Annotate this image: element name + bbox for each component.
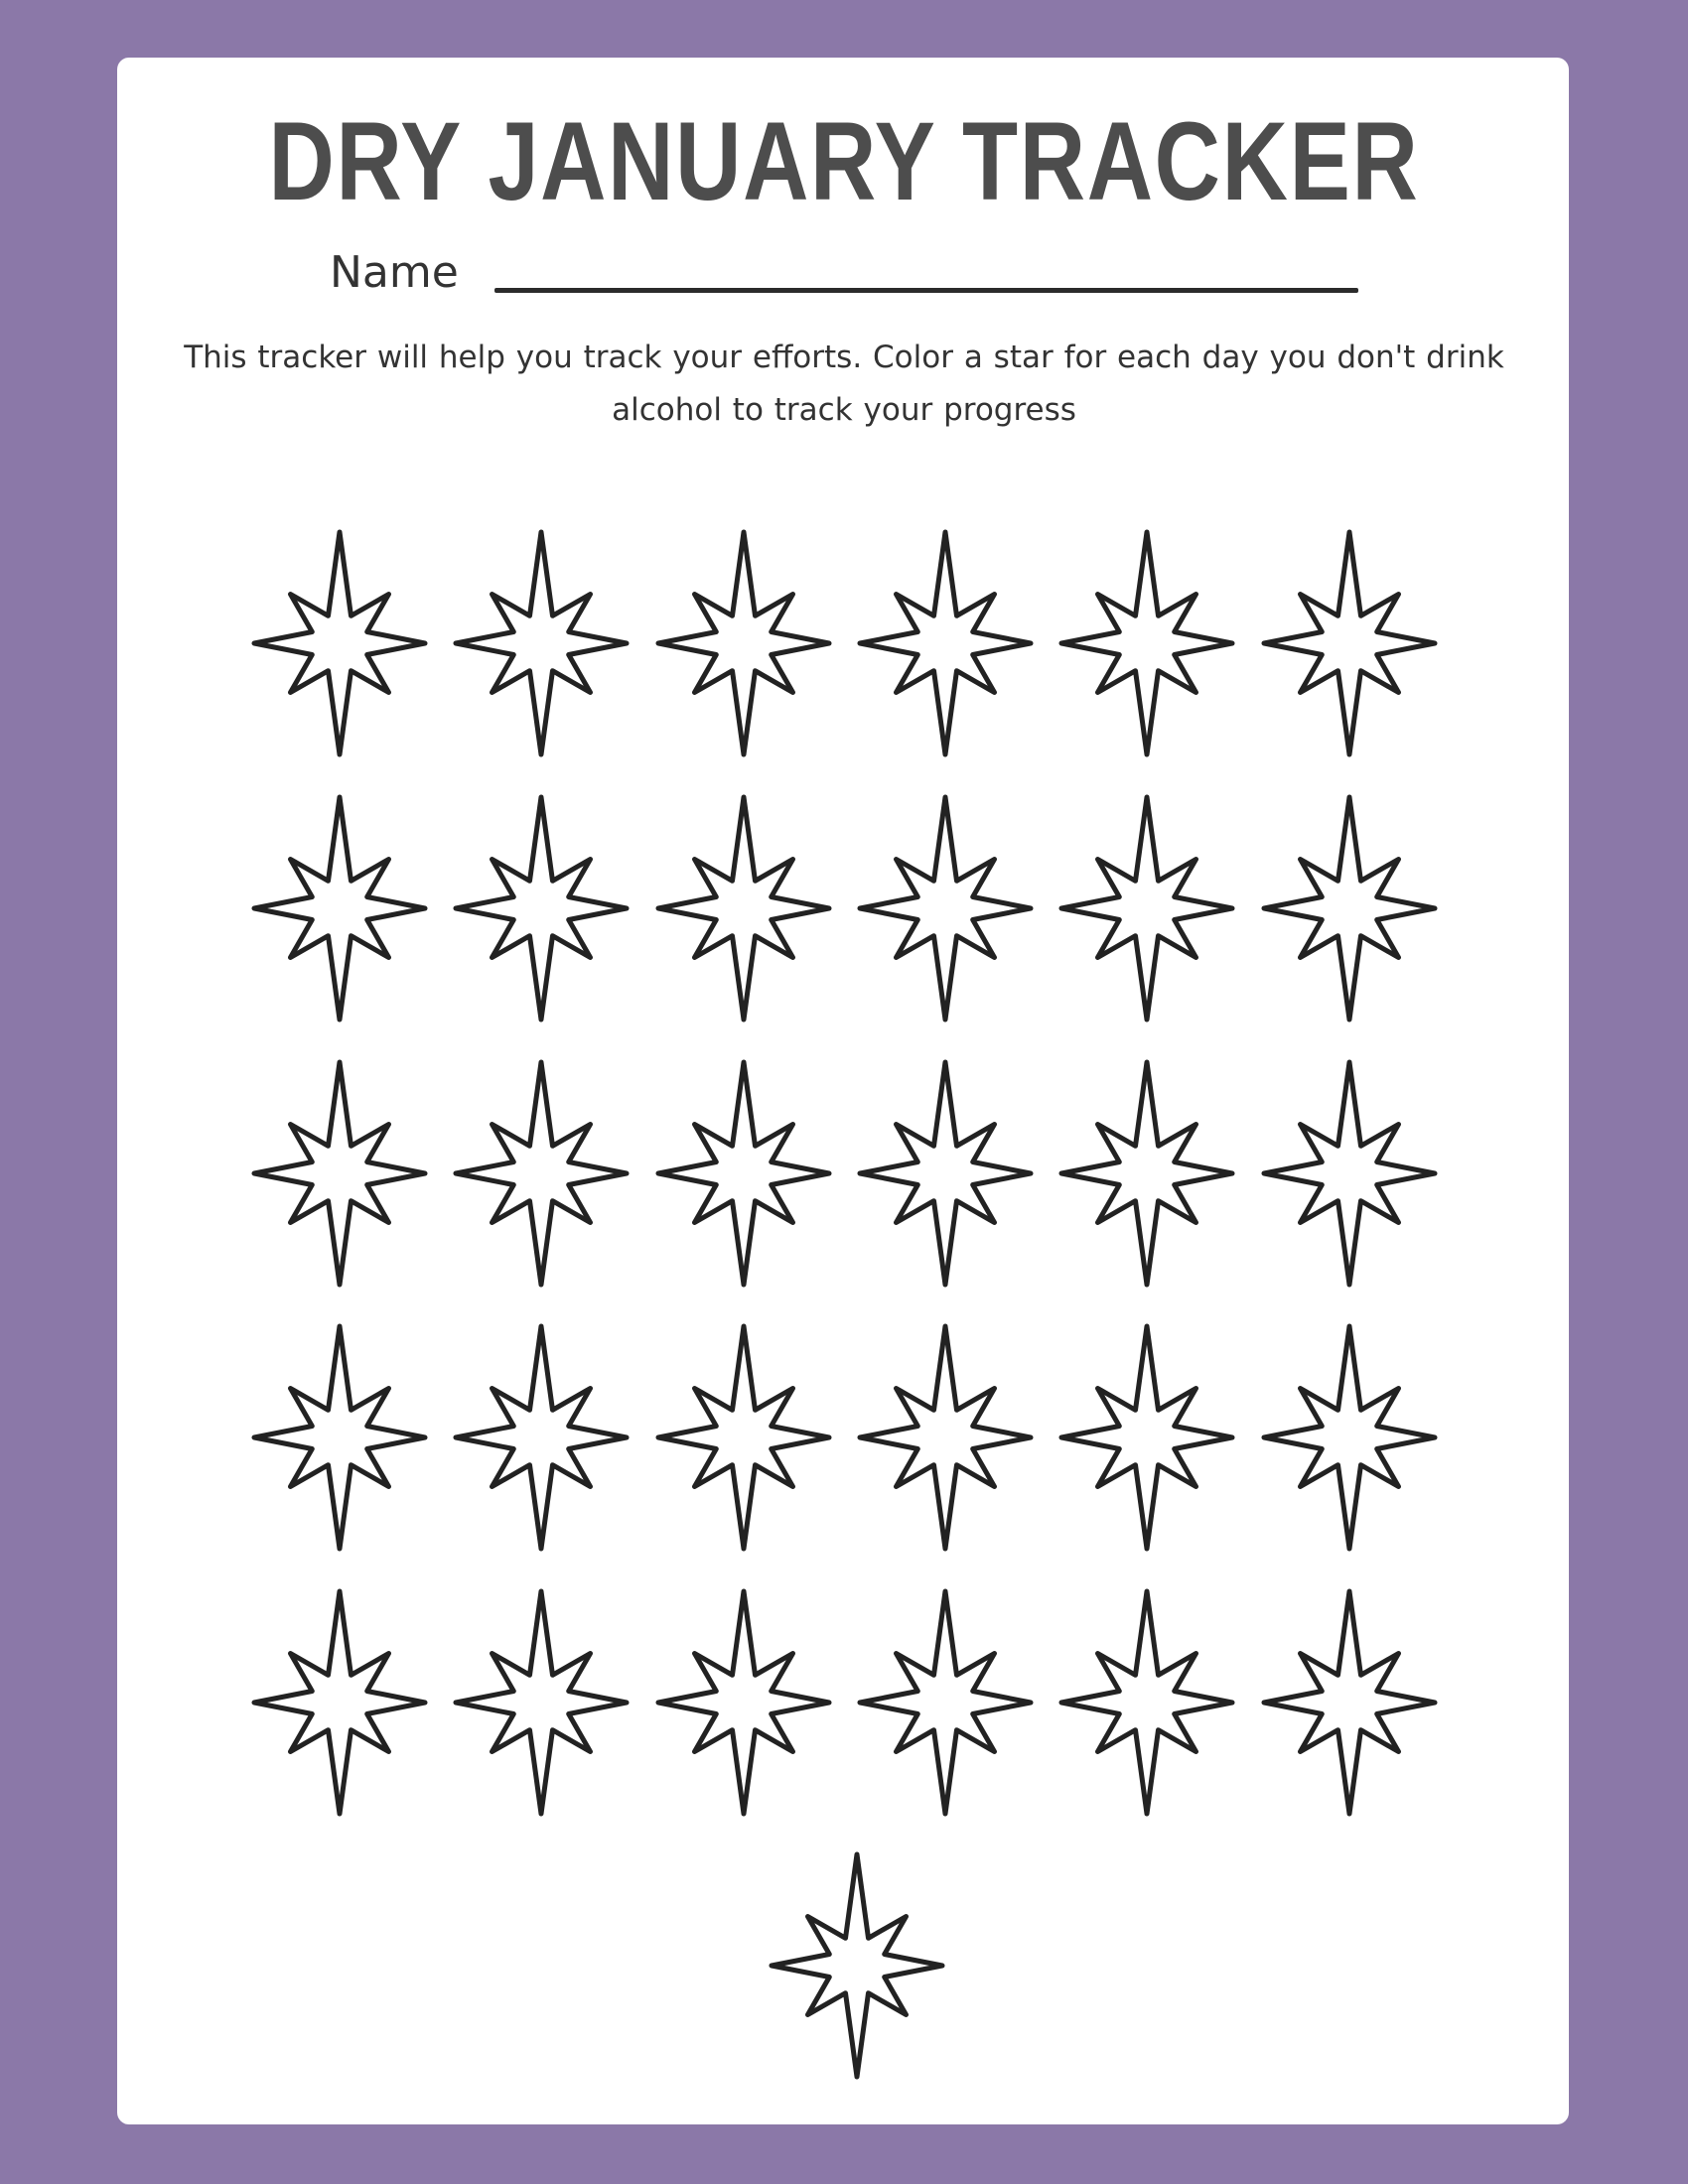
star-day-19[interactable] [254,1326,425,1549]
name-label: Name [330,247,459,298]
star-day-28[interactable] [860,1591,1031,1814]
star-day-12[interactable] [1264,797,1435,1020]
star-day-13[interactable] [254,1062,425,1285]
star-day-5[interactable] [1061,532,1232,754]
star-day-23[interactable] [1061,1326,1232,1549]
star-day-2[interactable] [456,532,627,754]
star-day-8[interactable] [456,797,627,1020]
star-day-3[interactable] [658,532,829,754]
star-day-9[interactable] [658,797,829,1020]
star-day-14[interactable] [456,1062,627,1285]
star-day-15[interactable] [658,1062,829,1285]
star-day-26[interactable] [456,1591,627,1814]
star-day-20[interactable] [456,1326,627,1549]
star-day-11[interactable] [1061,797,1232,1020]
star-day-18[interactable] [1264,1062,1435,1285]
star-day-10[interactable] [860,797,1031,1020]
star-day-29[interactable] [1061,1591,1232,1814]
instructions-text: This tracker will help you track your efforts. Color a star for each day you don't drink alcohol to track your progress [184,340,1504,428]
star-day-17[interactable] [1061,1062,1232,1285]
star-day-4[interactable] [860,532,1031,754]
star-day-16[interactable] [860,1062,1031,1285]
star-day-24[interactable] [1264,1326,1435,1549]
star-day-31[interactable] [772,1854,942,2077]
star-day-30[interactable] [1264,1591,1435,1814]
star-day-25[interactable] [254,1591,425,1814]
page-title: DRY JANUARY TRACKER [268,99,1420,223]
star-day-27[interactable] [658,1591,829,1814]
star-day-1[interactable] [254,532,425,754]
star-day-22[interactable] [860,1326,1031,1549]
star-day-7[interactable] [254,797,425,1020]
star-day-6[interactable] [1264,532,1435,754]
star-day-21[interactable] [658,1326,829,1549]
